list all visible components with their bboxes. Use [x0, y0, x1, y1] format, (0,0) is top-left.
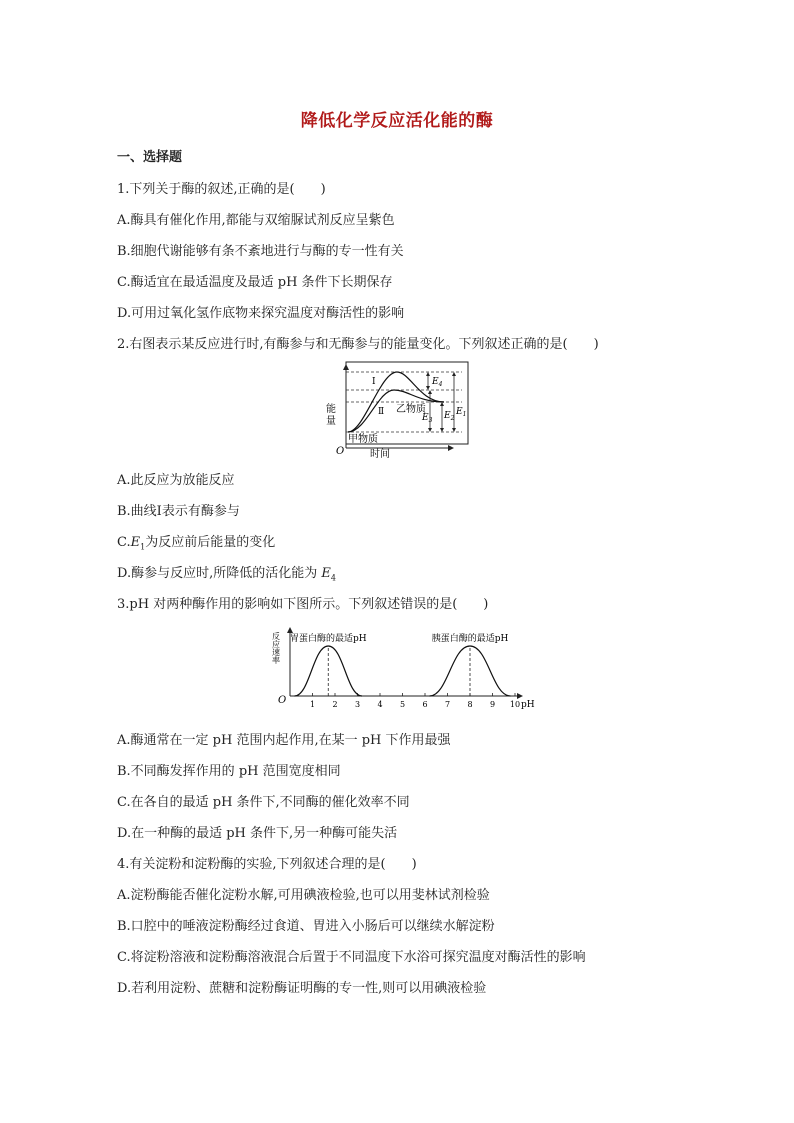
curve-2-label: Ⅱ	[378, 407, 385, 417]
q4-stem: 4.有关淀粉和淀粉酶的实验,下列叙述合理的是( )	[117, 857, 417, 872]
x-axis-arrow	[448, 445, 454, 451]
arrow-e2-head-top	[440, 402, 444, 406]
q2-option-d	[117, 562, 336, 583]
x-tick-label: 1	[309, 700, 316, 709]
series-1-annotation: 胃蛋白酶的最适pH	[289, 634, 367, 644]
e3-sub: 3	[428, 417, 433, 424]
q3-option-a: A.酶通常在一定 pH 范围内起作用,在某一 pH 下作用最强	[117, 733, 451, 748]
origin-label: O	[336, 446, 345, 457]
q2-d-text: D.酶参与反应时,所降低的活化能为	[117, 566, 322, 581]
x-tick-label: 10	[509, 700, 521, 709]
arrow-e4-head-top	[426, 372, 430, 376]
e2-letter: E	[444, 411, 451, 421]
q2-stem: 2.右图表示某反应进行时,有酶参与和无酶参与的能量变化。下列叙述正确的是( )	[117, 337, 599, 352]
q2-option-a: A.此反应为放能反应	[117, 473, 235, 488]
x-tick-label: 5	[399, 700, 406, 709]
q1-stem: 1.下列关于酶的叙述,正确的是( )	[117, 182, 326, 197]
q4-option-a: A.淀粉酶能否催化淀粉水解,可用碘液检验,也可以用斐林试剂检验	[117, 888, 490, 903]
q3-option-b: B.不同酶发挥作用的 pH 范围宽度相同	[117, 764, 341, 779]
y-axis-label: 反应速率	[271, 632, 281, 664]
q2-d-subscript: 4	[330, 573, 336, 583]
series-2-annotation: 胰蛋白酶的最适pH	[431, 634, 509, 644]
x-axis-arrow	[517, 693, 523, 699]
q2-option-b: B.曲线Ⅰ表示有酶参与	[117, 504, 240, 519]
q3-option-d: D.在一种酶的最适 pH 条件下,另一种酶可能失活	[117, 826, 398, 841]
e4-sub: 4	[438, 381, 443, 388]
x-tick-label: 2	[332, 700, 338, 709]
q2-c-prefix: C.	[117, 535, 131, 550]
e4-letter: E	[432, 377, 439, 387]
arrow-e1-head-bottom	[452, 428, 456, 432]
q4-option-b: B.口腔中的唾液淀粉酶经过食道、胃进入小肠后可以继续水解淀粉	[117, 919, 495, 934]
q4-option-d: D.若利用淀粉、蔗糖和淀粉酶证明酶的专一性,则可以用碘液检验	[117, 981, 487, 996]
q3-option-c: C.在各自的最适 pH 条件下,不同酶的催化效率不同	[117, 795, 410, 810]
e3-label	[421, 413, 433, 424]
section-heading: 一、选择题	[117, 150, 183, 165]
q1-option-a: A.酶具有催化作用,都能与双缩脲试剂反应呈紫色	[117, 213, 395, 228]
origin-label: O	[278, 695, 287, 706]
x-tick-label: 6	[422, 700, 428, 709]
e1-label	[455, 407, 466, 418]
q4-option-c: C.将淀粉溶液和淀粉酶溶液混合后置于不同温度下水浴可探究温度对酶活性的影响	[117, 950, 586, 965]
q1-option-c: C.酶适宜在最适温度及最适 pH 条件下长期保存	[117, 275, 393, 290]
y-axis-arrow	[343, 364, 349, 370]
x-tick-label: 9	[489, 700, 496, 709]
q1-option-d: D.可用过氧化氢作底物来探究温度对酶活性的影响	[117, 306, 405, 321]
y-axis-arrow	[287, 627, 293, 633]
product-label: 乙物质	[396, 404, 426, 415]
e1-letter: E	[456, 407, 463, 417]
q2-c-subscript: 1	[140, 542, 146, 552]
page-title: 降低化学反应活化能的酶	[300, 111, 494, 131]
q1-option-b: B.细胞代谢能够有条不紊地进行与酶的专一性有关	[117, 244, 404, 259]
x-tick-label: 3	[354, 700, 361, 709]
q2-c-symbol: E	[130, 535, 141, 550]
q2-c-text: 为反应前后能量的变化	[145, 535, 276, 550]
arrow-e1-head-top	[452, 372, 456, 376]
x-axis-label: pH	[521, 700, 535, 710]
y-label-2: 量	[326, 416, 336, 427]
e3-letter: E	[422, 413, 429, 423]
q2-option-c	[117, 531, 275, 552]
e4-label	[431, 377, 443, 388]
curve-1-label: Ⅰ	[372, 377, 376, 387]
q2-d-symbol: E	[321, 566, 331, 581]
energy-diagram	[322, 360, 482, 460]
ph-chart	[268, 620, 535, 714]
e2-sub: 2	[450, 415, 455, 422]
arrow-e3-head-bottom	[428, 428, 432, 432]
arrow-e4-head-bottom	[426, 386, 430, 390]
x-tick-label: 8	[467, 700, 473, 709]
x-tick-label: 7	[444, 700, 451, 709]
arrow-e3-head-top	[428, 390, 432, 394]
arrow-e2-head-bottom	[440, 428, 444, 432]
e2-label	[443, 411, 455, 422]
y-label-1: 能	[326, 404, 336, 415]
x-tick-label: 4	[377, 700, 383, 709]
q3-stem: 3.pH 对两种酶作用的影响如下图所示。下列叙述错误的是( )	[117, 597, 489, 612]
x-label: 时间	[370, 449, 390, 460]
substrate-label: 甲物质	[348, 434, 378, 445]
e1-sub: 1	[462, 411, 467, 418]
